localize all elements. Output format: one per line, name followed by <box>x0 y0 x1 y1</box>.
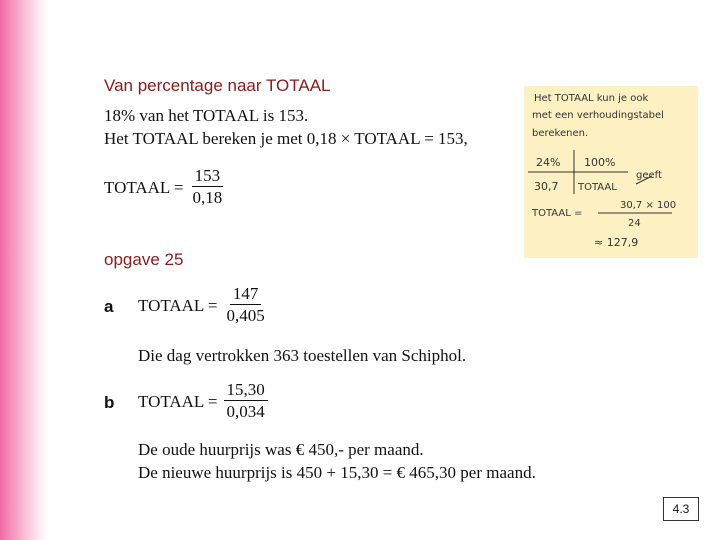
exercise-heading: opgave 25 <box>104 250 184 269</box>
exercise-b-denominator: 0,034 <box>226 402 265 421</box>
page-title: Van percentage naar TOTAAL <box>104 76 331 95</box>
note-table-r2c1: 30,7 <box>534 180 559 193</box>
exercise-b-lhs: TOTAAL = <box>138 391 218 411</box>
exercise-a-formula <box>138 284 268 327</box>
exercise-b-numerator: 15,30 <box>224 380 268 401</box>
exercise-b-answer-2: De nieuwe huurprijs is 450 + 15,30 = € 465,30 per maand. <box>138 463 536 482</box>
exercise-a-label: a <box>104 297 114 316</box>
exercise-a-answer: Die dag vertrokken 363 toestellen van Schiphol. <box>138 346 467 365</box>
exercise-a-numerator: 147 <box>230 284 262 305</box>
exercise-b-formula <box>138 380 268 423</box>
note-arrow-label: geeft <box>636 170 662 181</box>
handwritten-note <box>524 86 698 258</box>
intro-line-1: 18% van het TOTAAL is 153. <box>104 106 309 125</box>
note-calc-lhs: TOTAAL = <box>532 208 583 219</box>
note-result: ≈ 127,9 <box>594 236 639 249</box>
formula-lhs: TOTAAL = <box>104 177 184 197</box>
note-drawing <box>524 86 698 258</box>
pink-sidebar-decoration <box>0 0 48 540</box>
note-line-2: met een verhoudingstabel <box>532 110 664 121</box>
intro-line-2: Het TOTAAL bereken je met 0,18 × TOTAAL = 153, <box>104 129 468 148</box>
formula-totaal <box>104 166 225 209</box>
formula-numerator: 153 <box>192 166 224 187</box>
formula-denominator: 0,18 <box>192 188 223 207</box>
note-table-r2c2: TOTAAL <box>578 182 617 193</box>
note-line-1: Het TOTAAL kun je ook <box>534 93 649 104</box>
exercise-b-label: b <box>104 393 115 412</box>
note-calc-numerator: 30,7 × 100 <box>620 200 677 211</box>
note-line-3: berekenen. <box>532 128 589 139</box>
note-table-r1c1: 24% <box>536 156 561 169</box>
note-table-r1c2: 100% <box>584 156 616 169</box>
exercise-b-answer-1: De oude huurprijs was € 450,- per maand. <box>138 440 424 459</box>
exercise-a-lhs: TOTAAL = <box>138 295 218 315</box>
page-number: 4.3 <box>663 497 699 521</box>
note-calc-denominator: 24 <box>628 218 641 229</box>
exercise-a-denominator: 0,405 <box>226 306 265 325</box>
